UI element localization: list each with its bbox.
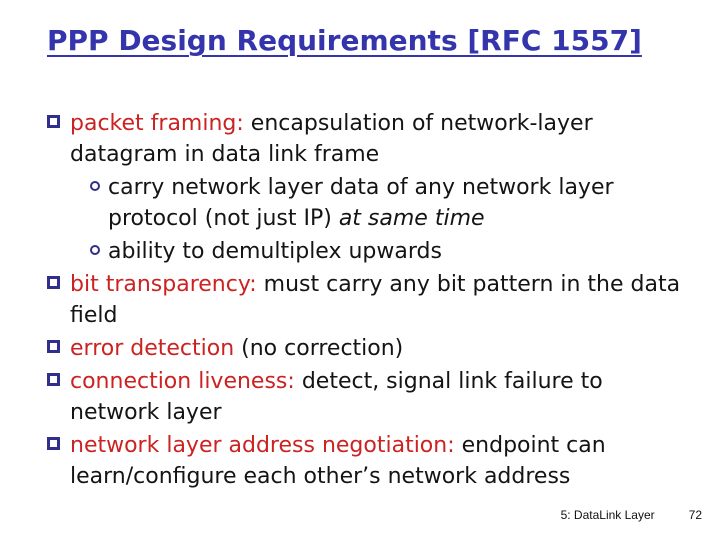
footer-section-label: 5: DataLink Layer (560, 508, 655, 522)
bullet-text-wrap (70, 269, 697, 331)
bullet-text-wrap (108, 172, 697, 234)
square-bullet-icon (47, 340, 60, 353)
bullet-keyword: bit transparency: (70, 272, 257, 297)
bullet-item (47, 269, 697, 331)
bullet-list (47, 108, 697, 494)
bullet-item (47, 430, 697, 492)
square-bullet-icon (47, 276, 60, 289)
bullet-text-wrap (70, 430, 697, 492)
bullet-keyword: network layer address negotiation: (70, 433, 455, 458)
footer-page-number: 72 (688, 508, 702, 522)
bullet-text: endpoint can learn/configure each other’s network address (70, 433, 606, 489)
bullet-keyword: packet framing: (70, 111, 244, 136)
bullet-text-italic: at same time (338, 206, 485, 231)
bullet-item (47, 108, 697, 170)
bullet-item (47, 333, 697, 364)
square-bullet-icon (47, 115, 60, 128)
circle-bullet-icon (90, 181, 100, 191)
bullet-text-wrap (108, 236, 697, 267)
bullet-text: must carry any bit pattern in the data field (70, 272, 681, 328)
bullet-text: carry network layer data of any network layer protocol (not just IP) (108, 175, 614, 231)
bullet-text: ability to demultiplex upwards (108, 239, 442, 264)
bullet-keyword: connection liveness: (70, 369, 295, 394)
slide-title: PPP Design Requirements [RFC 1557] (47, 24, 642, 57)
bullet-text: detect, signal link failure to network layer (70, 369, 603, 425)
bullet-text-wrap (70, 366, 697, 428)
square-bullet-icon (47, 373, 60, 386)
bullet-item (47, 366, 697, 428)
bullet-text: (no correction) (241, 336, 404, 361)
sub-bullet-item (90, 172, 697, 234)
bullet-text-wrap (70, 333, 697, 364)
sub-bullet-item (90, 236, 697, 267)
footer (561, 508, 702, 522)
circle-bullet-icon (90, 245, 100, 255)
bullet-text: encapsulation of network-layer datagram in data link frame (70, 111, 593, 167)
bullet-keyword: error detection (70, 336, 235, 361)
bullet-text-wrap (70, 108, 697, 170)
square-bullet-icon (47, 437, 60, 450)
